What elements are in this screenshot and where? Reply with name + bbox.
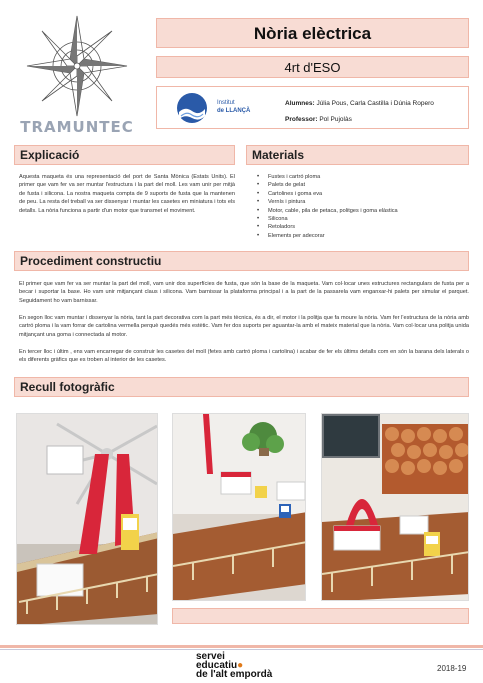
materials-list <box>254 173 466 240</box>
list-item: • Fustes i cartró ploma <box>254 173 466 181</box>
footer-divider <box>0 645 483 648</box>
project-title-box <box>156 18 469 48</box>
procediment-paragraph-1: El primer que vam fer va ser muntar la part del moll, vam unir dos superfícies de fusta, que són la base de la maqueta. Vam col·locar unes estructures rectangulars de fusta per a becar i suportar la base. Ho vam unir mitjançant claus i silicona. Vam barnissar la plataforma principal i a la part de la passarela vam enganxar-hi palets per simular el parquet. Seguidament ho vam barnissar. <box>19 281 469 304</box>
photo-caption-box <box>172 608 469 624</box>
logo-text: TRAMUNTEC <box>20 118 134 136</box>
list-item: • Vernís i pintura <box>254 198 466 206</box>
grade-box <box>156 56 469 78</box>
list-item: • Palets de gelat <box>254 181 466 189</box>
page-title: Nòria elèctrica <box>253 24 372 43</box>
people-info: Alumnes: Júlia Pous, Carla Castilla i Dúnia Ropero Professor: Pol Pujolàs <box>285 100 434 123</box>
section-header-explicacio: Explicació <box>14 145 235 165</box>
teacher-name: Pol Pujolàs <box>319 116 352 123</box>
photo-noria-pier <box>321 413 469 601</box>
list-item: • Retoladors <box>254 223 466 231</box>
list-item: • Motor, cable, pila de petaca, politges i goma elàstica <box>254 207 466 215</box>
school-year: 2018-19 <box>437 664 467 673</box>
footer-logo: servei educatiu● de l'alt empordà <box>196 651 273 680</box>
compass-rose-icon <box>14 14 140 118</box>
section-header-recull: Recull fotogràfic <box>14 377 469 397</box>
tramuntec-logo <box>14 14 140 134</box>
school-logo-icon <box>175 92 209 124</box>
grade-label: 4rt d'ESO <box>284 60 341 75</box>
photo-noria-closeup <box>16 413 158 625</box>
list-item: • Cartolines i goma eva <box>254 190 466 198</box>
procediment-paragraph-2: En segon lloc vam muntar i dissenyar la nòria, tant la part decorativa com la part més tècnica, és a dir, el motor i la politja que fa moure la nòria. Vam fer l'estructura de la nòria amb cartró ploma i la vam forrar de cartolina vermella perquè quedés més estètic. Vam fer dos suports per aguantar-la amb el mateix material que la nòria. Vam col·locar una politja unida mitjançant una goma i connectada al motor. <box>19 315 469 338</box>
procediment-paragraph-3: En tercer lloc i últim , ens vam encarregar de construir les casetes del moll (fetes amb cartró ploma i cartolina) i acabar de fer els últims detalls com en són la barana dels laterals o els diferents gràfics que es troben al interior de les casetes. <box>19 349 469 364</box>
school-info-box <box>156 86 469 129</box>
explicacio-text: Aquesta maqueta és una representació del port de Santa Mònica (Estats Units). El primer que vam fer va ser muntar l'estructura i la part del moll. Les vam unir per mitjà de fusta i silicona. La nostra maqueta compta de 9 suports de fusta que la mantenen de peu. La resta del treball va ser dissenyar i muntar les casetes en miniatura i tots els detalls. La nòria funciona a partir d'un motor que transmet el moviment. <box>19 174 235 214</box>
section-header-materials: Materials <box>246 145 469 165</box>
students-names: Júlia Pous, Carla Castilla i Dúnia Ropero <box>316 100 434 107</box>
list-item: • Elements per adecorar <box>254 232 466 240</box>
list-item: • Silicona <box>254 215 466 223</box>
school-name: Institut de LLANÇÀ <box>217 100 251 114</box>
section-header-procediment: Procediment constructiu <box>14 251 469 271</box>
footer-divider-thin <box>0 649 483 650</box>
photo-model-overview <box>172 413 306 601</box>
